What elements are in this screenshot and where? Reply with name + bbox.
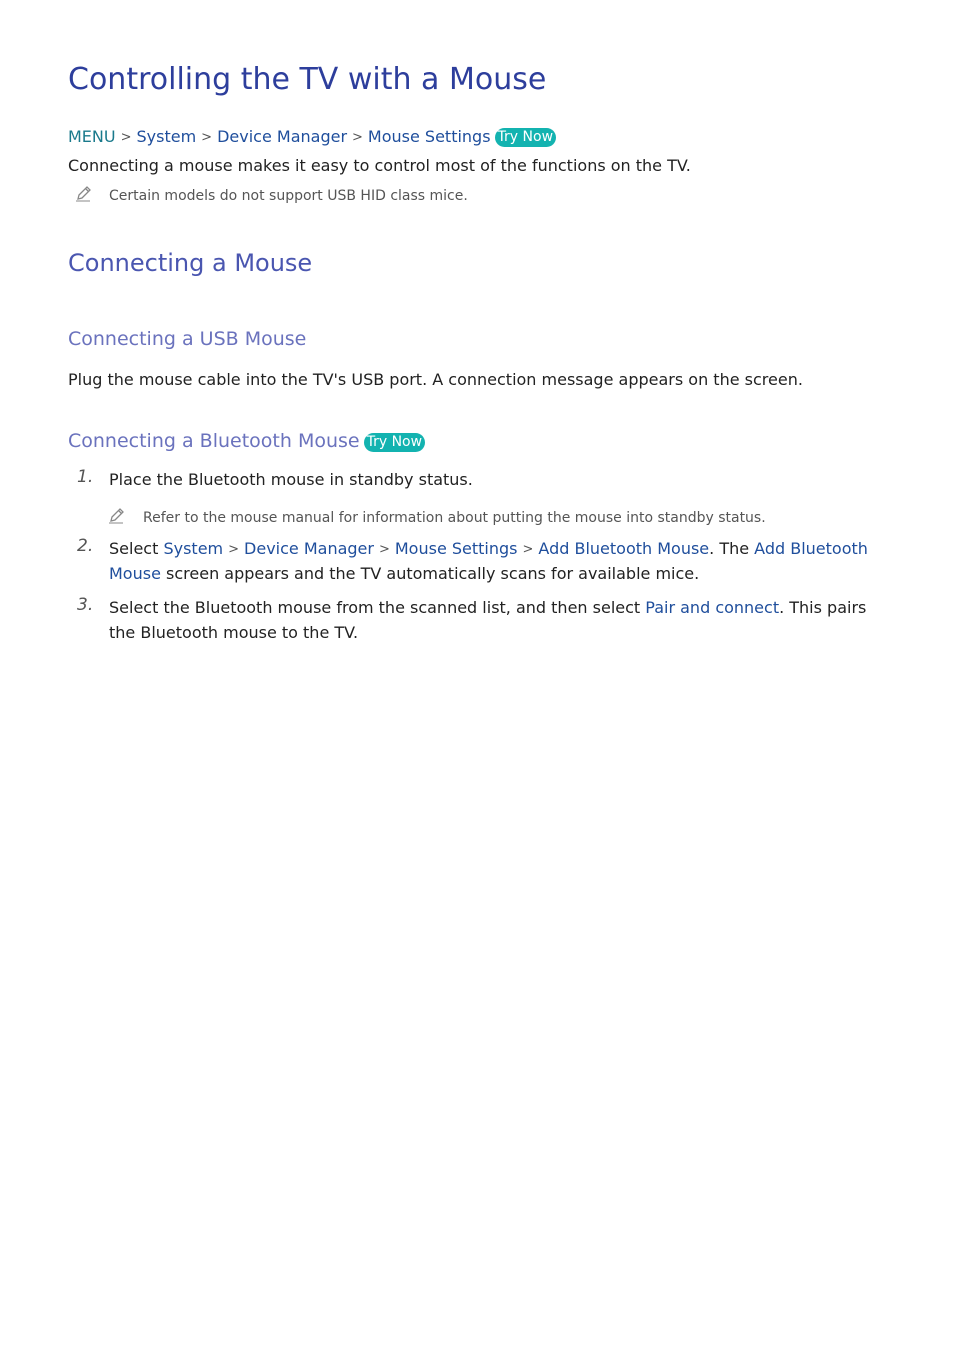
bluetooth-subsection-title — [68, 430, 425, 452]
path-separator: > — [378, 542, 390, 557]
intro-text: Connecting a mouse makes it easy to control most of the functions on the TV. — [68, 156, 691, 175]
menu-path-device-manager[interactable]: Device Manager — [217, 127, 348, 146]
step-1-note: Refer to the mouse manual for information about putting the mouse into standby status. — [143, 510, 766, 526]
step-2-path-add-bluetooth-mouse[interactable]: Add Bluetooth Mouse — [538, 539, 710, 558]
menu-path-separator: > — [201, 130, 213, 145]
menu-path-separator: > — [120, 130, 132, 145]
step-2-link-add-bluetooth[interactable]: Add Bluetooth — [754, 539, 868, 558]
pencil-note-icon — [108, 507, 126, 525]
step-2-path-system[interactable]: System — [163, 539, 224, 558]
try-now-button[interactable]: Try Now — [364, 433, 425, 452]
bluetooth-subsection-title-text: Connecting a Bluetooth Mouse — [68, 430, 360, 452]
step-3-text-b: . This pairs — [779, 598, 867, 617]
path-separator: > — [522, 542, 534, 557]
step-2-line-2 — [109, 561, 699, 586]
menu-path-separator: > — [352, 130, 363, 145]
step-2-rest-text: screen appears and the TV automatically scans for available mice. — [166, 564, 700, 583]
step-2-path-device-manager[interactable]: Device Manager — [244, 539, 374, 558]
step-2-path-mouse-settings[interactable]: Mouse Settings — [394, 539, 518, 558]
menu-path-mouse-settings[interactable]: Mouse Settings — [367, 127, 491, 146]
step-3-line-1 — [109, 595, 866, 620]
try-now-button[interactable]: Try Now — [495, 128, 556, 147]
menu-path-breadcrumb — [68, 124, 556, 151]
step-number: 2. — [77, 536, 94, 556]
usb-instructions: Plug the mouse cable into the TV's USB port. A connection message appears on the screen. — [68, 370, 803, 389]
step-number: 1. — [77, 467, 94, 487]
step-1-text: Place the Bluetooth mouse in standby status. — [109, 470, 473, 489]
menu-path-system[interactable]: System — [136, 127, 197, 146]
step-2-select-text: Select — [109, 539, 159, 558]
page-title: Controlling the TV with a Mouse — [68, 62, 547, 97]
pencil-note-icon — [75, 185, 93, 203]
path-separator: > — [228, 542, 240, 557]
step-3-link-pair-and-connect[interactable]: Pair and connect — [645, 598, 780, 617]
step-2-line-1 — [109, 536, 868, 563]
menu-path-menu[interactable]: MENU — [68, 127, 116, 146]
usb-subsection-title: Connecting a USB Mouse — [68, 328, 307, 350]
section-title: Connecting a Mouse — [68, 249, 313, 277]
step-3-text-a: Select the Bluetooth mouse from the scanned list, and then select — [109, 598, 641, 617]
step-2-after-path: . The — [709, 539, 750, 558]
intro-note: Certain models do not support USB HID class mice. — [109, 188, 468, 204]
step-3-line-2: the Bluetooth mouse to the TV. — [109, 623, 359, 642]
step-number: 3. — [77, 595, 94, 615]
step-2-link-mouse[interactable]: Mouse — [109, 564, 161, 583]
